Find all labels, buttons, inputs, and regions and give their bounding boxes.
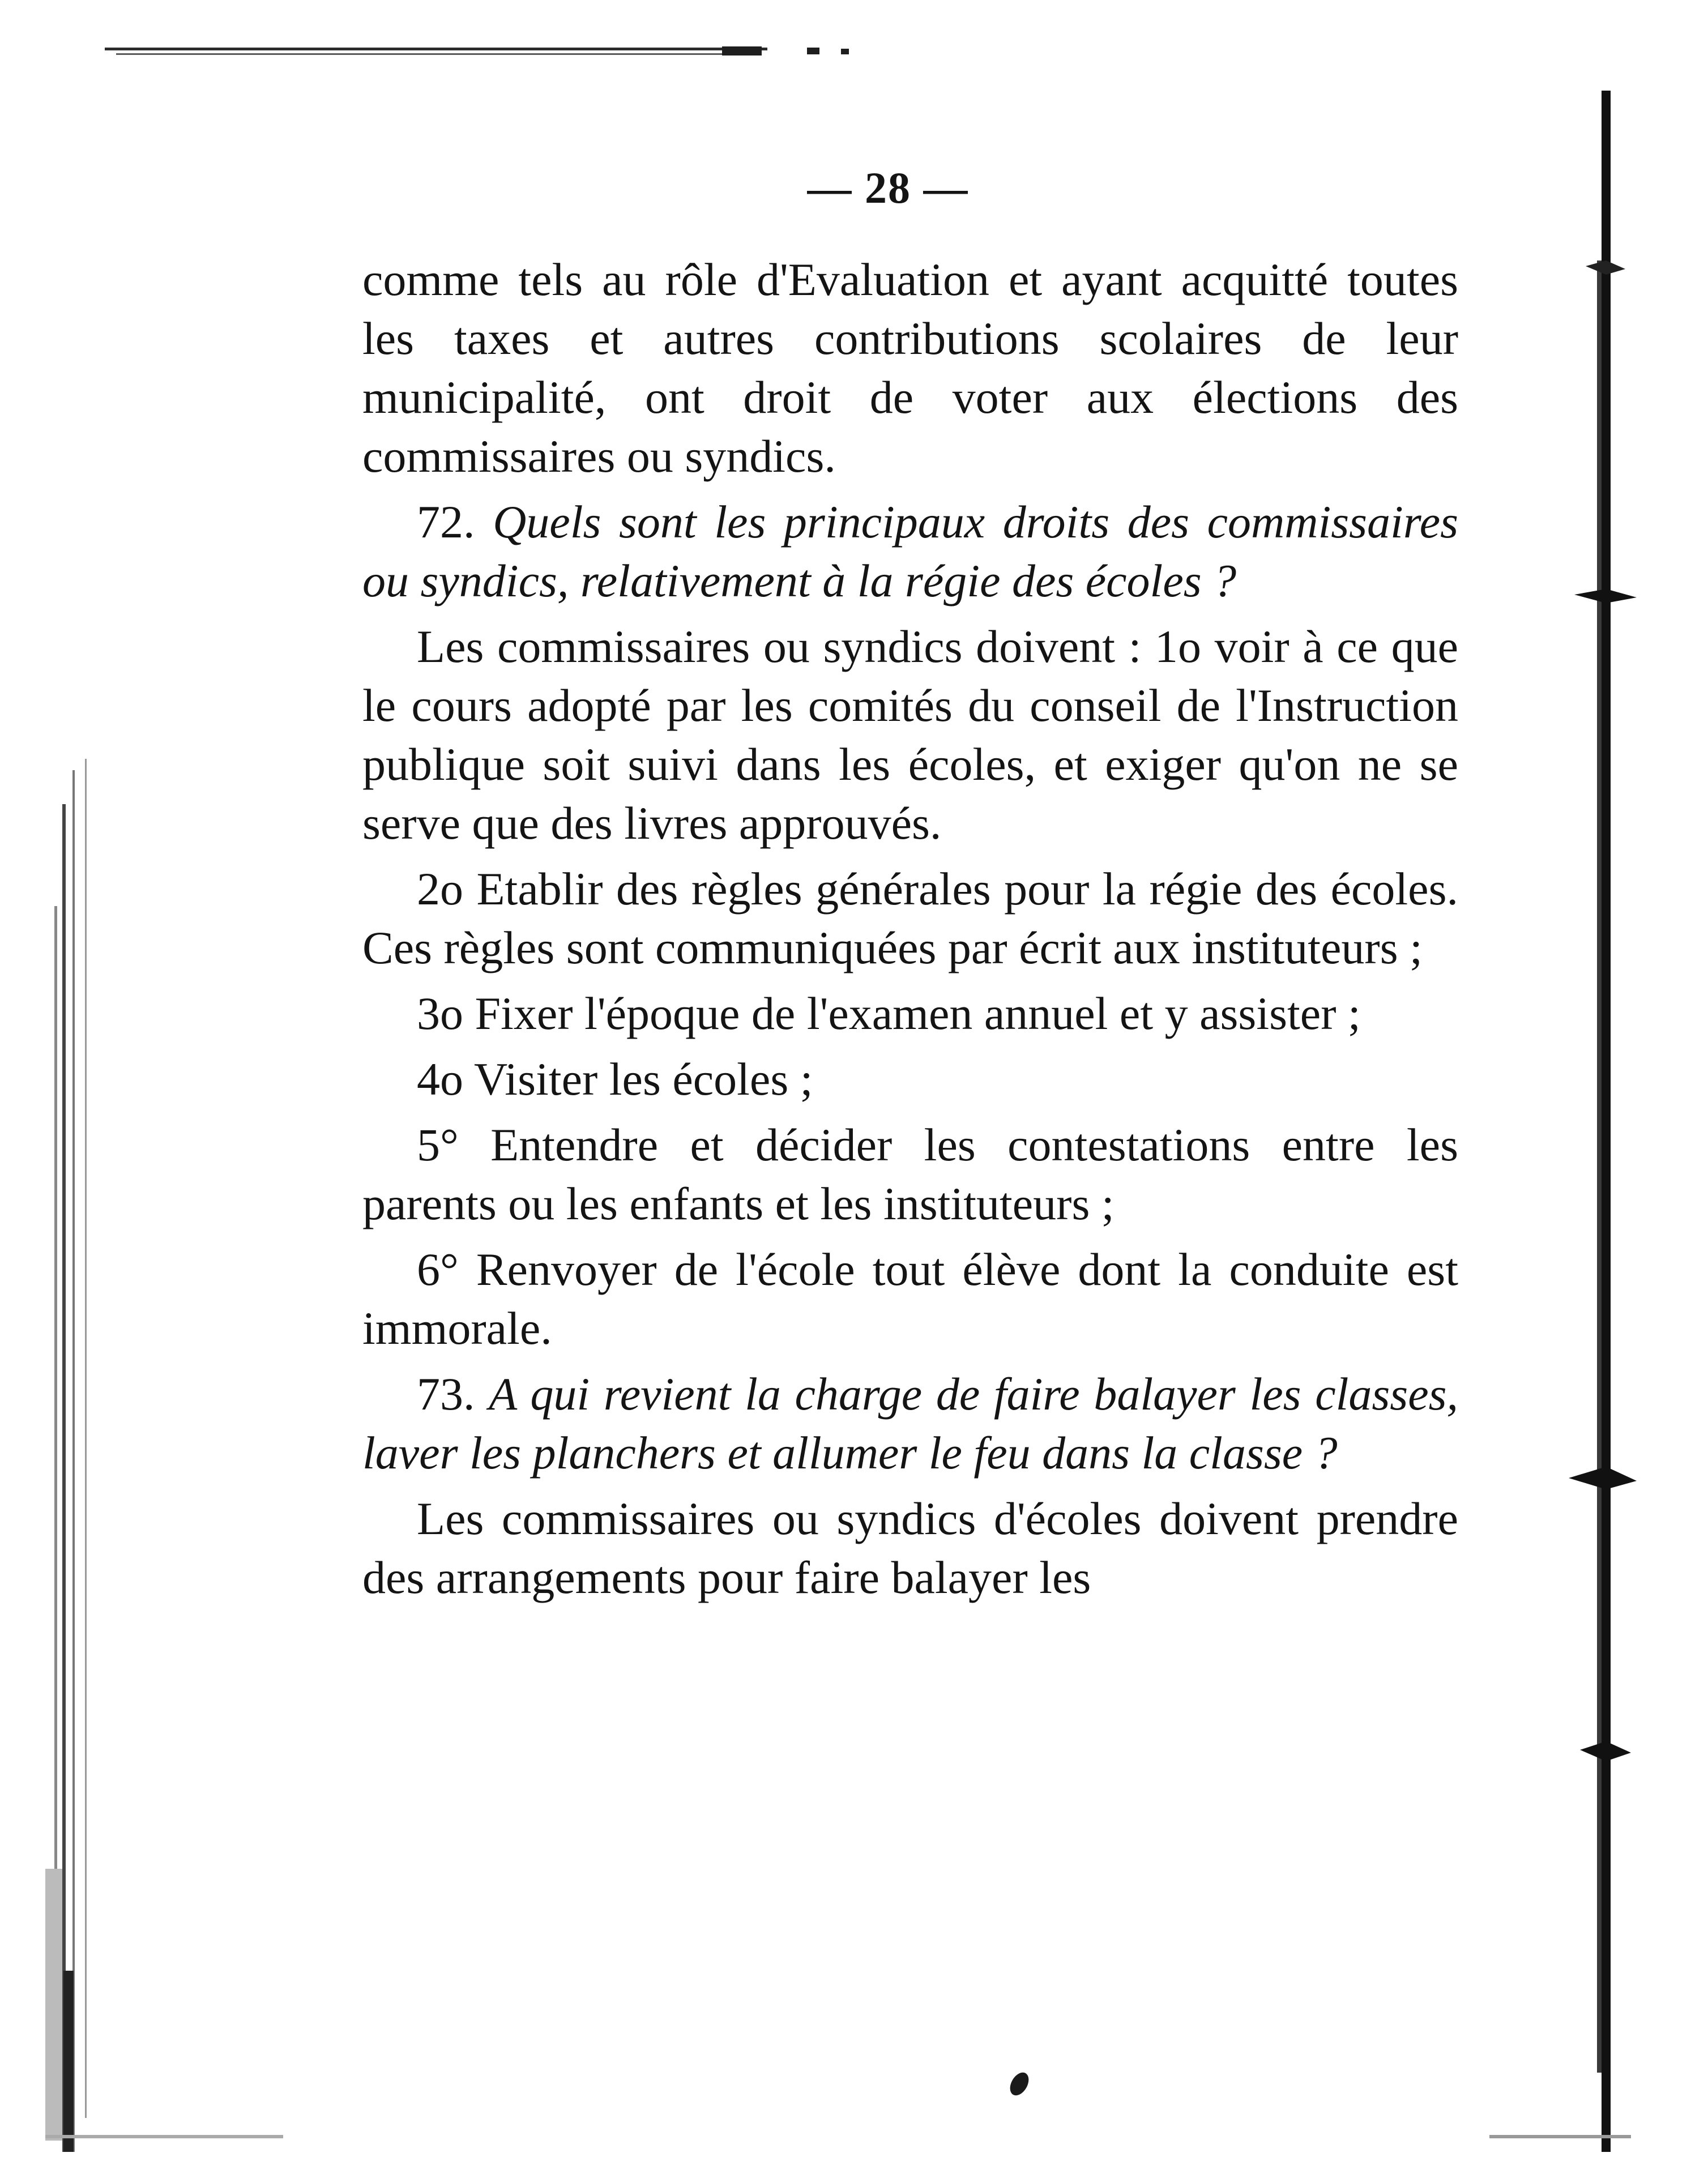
page-number: — 28 — xyxy=(807,163,969,212)
question-73 xyxy=(362,1365,1458,1483)
answer-73 xyxy=(362,1489,1458,1607)
question-text: Quels sont les principaux droits des commissaires ou syndics, relativement à la régie des écoles ? xyxy=(362,496,1459,607)
question-number: 72. xyxy=(417,496,475,548)
question-number: 73. xyxy=(417,1368,475,1420)
list-item-2 xyxy=(362,860,1458,977)
answer-72 xyxy=(362,617,1458,853)
bottom-scan-noise xyxy=(45,2050,1688,2163)
list-item-6 xyxy=(362,1240,1458,1358)
list-item-text: 6° Renvoyer de l'école tout élève dont la conduite est immorale. xyxy=(362,1244,1458,1354)
list-item-text: 3o Fixer l'époque de l'examen annuel et y assister ; xyxy=(417,988,1361,1039)
list-item-5 xyxy=(362,1116,1458,1233)
body-text xyxy=(362,250,1458,1607)
list-item-text: 4o Visiter les écoles ; xyxy=(417,1053,813,1105)
top-scan-rule xyxy=(105,40,858,61)
question-text: A qui revient la charge de faire balayer les classes, laver les planchers et allumer le feu dans la classe ? xyxy=(362,1368,1459,1479)
list-item-3 xyxy=(362,984,1458,1043)
right-binding-edge xyxy=(1552,91,1642,2158)
continuation-paragraph xyxy=(362,250,1458,486)
answer-text: Les commissaires ou syndics doivent : 1o voir à ce que le cours adopté par les comités du conseil de l'Instruction publique soit suivi dans les écoles, et exiger qu'on ne se serve que des livres approuvés. xyxy=(362,621,1458,849)
list-item-text: 5° Entendre et décider les contestations entre les parents ou les enfants et les instituteurs ; xyxy=(362,1119,1458,1229)
question-72 xyxy=(362,493,1458,610)
list-item-text: 2o Etablir des règles générales pour la régie des écoles. Ces règles sont communiquées par écrit aux instituteurs ; xyxy=(362,863,1458,973)
left-scan-edge xyxy=(0,736,113,2163)
list-item-4 xyxy=(362,1050,1458,1109)
continuation-text: comme tels au rôle d'Evaluation et ayant acquitté toutes les taxes et autres contributions scolaires de leur municipalité, ont droit de voter aux élections des commissaires ou syndics. xyxy=(362,254,1458,482)
answer-text: Les commissaires ou syndics d'écoles doivent prendre des arrangements pour faire balayer les xyxy=(362,1493,1458,1603)
